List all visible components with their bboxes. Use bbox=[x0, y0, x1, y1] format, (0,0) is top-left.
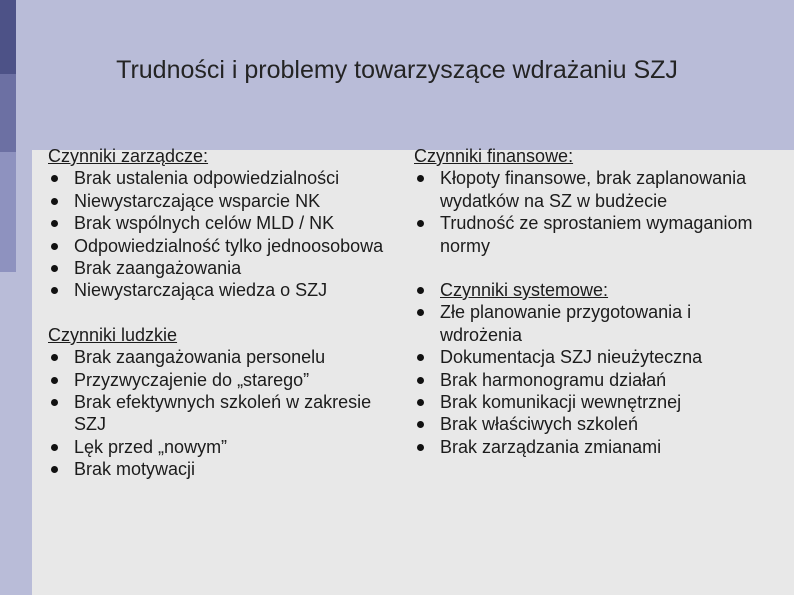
management-heading: Czynniki zarządcze: bbox=[48, 146, 209, 166]
list-item: Brak motywacji bbox=[48, 458, 393, 480]
list-item: Trudność ze sprostaniem wymaganiom normy bbox=[414, 212, 759, 257]
list-item: Odpowiedzialność tylko jednoosobowa bbox=[48, 235, 393, 257]
list-item: Brak wspólnych celów MLD / NK bbox=[48, 212, 393, 234]
list-item: Lęk przed „nowym” bbox=[48, 436, 393, 458]
list-item: Brak harmonogramu działań bbox=[414, 369, 759, 391]
decor-stripe-mid bbox=[0, 74, 16, 152]
list-item: Brak komunikacji wewnętrznej bbox=[414, 391, 759, 413]
list-item: Przyzwyczajenie do „starego” bbox=[48, 369, 393, 391]
financial-heading: Czynniki finansowe: bbox=[414, 146, 574, 166]
list-item: Niewystarczające wsparcie NK bbox=[48, 190, 393, 212]
right-column bbox=[414, 145, 759, 458]
list-item bbox=[414, 279, 759, 301]
list-item: Złe planowanie przygotowania i wdrożenia bbox=[414, 301, 759, 346]
list-item: Dokumentacja SZJ nieużyteczna bbox=[414, 346, 759, 368]
list-item: Brak zaangażowania personelu bbox=[48, 346, 393, 368]
list-item: Brak zaangażowania bbox=[48, 257, 393, 279]
system-heading: Czynniki systemowe: bbox=[440, 280, 609, 301]
financial-list bbox=[414, 167, 759, 257]
slide-title: Trudności i problemy towarzyszące wdrażaniu SZJ bbox=[116, 56, 678, 84]
list-item: Niewystarczająca wiedza o SZJ bbox=[48, 279, 393, 301]
list-item: Kłopoty finansowe, brak zaplanowania wydatków na SZ w budżecie bbox=[414, 167, 759, 212]
decor-stripe-light bbox=[0, 152, 16, 272]
human-heading: Czynniki ludzkie bbox=[48, 324, 178, 345]
list-item: Brak ustalenia odpowiedzialności bbox=[48, 167, 393, 189]
list-item: Brak efektywnych szkoleń w zakresie SZJ bbox=[48, 391, 393, 436]
left-column bbox=[48, 145, 393, 481]
human-list bbox=[48, 346, 393, 480]
list-item: Brak zarządzania zmianami bbox=[414, 436, 759, 458]
system-list bbox=[414, 279, 759, 458]
management-list bbox=[48, 167, 393, 301]
list-item: Brak właściwych szkoleń bbox=[414, 413, 759, 435]
